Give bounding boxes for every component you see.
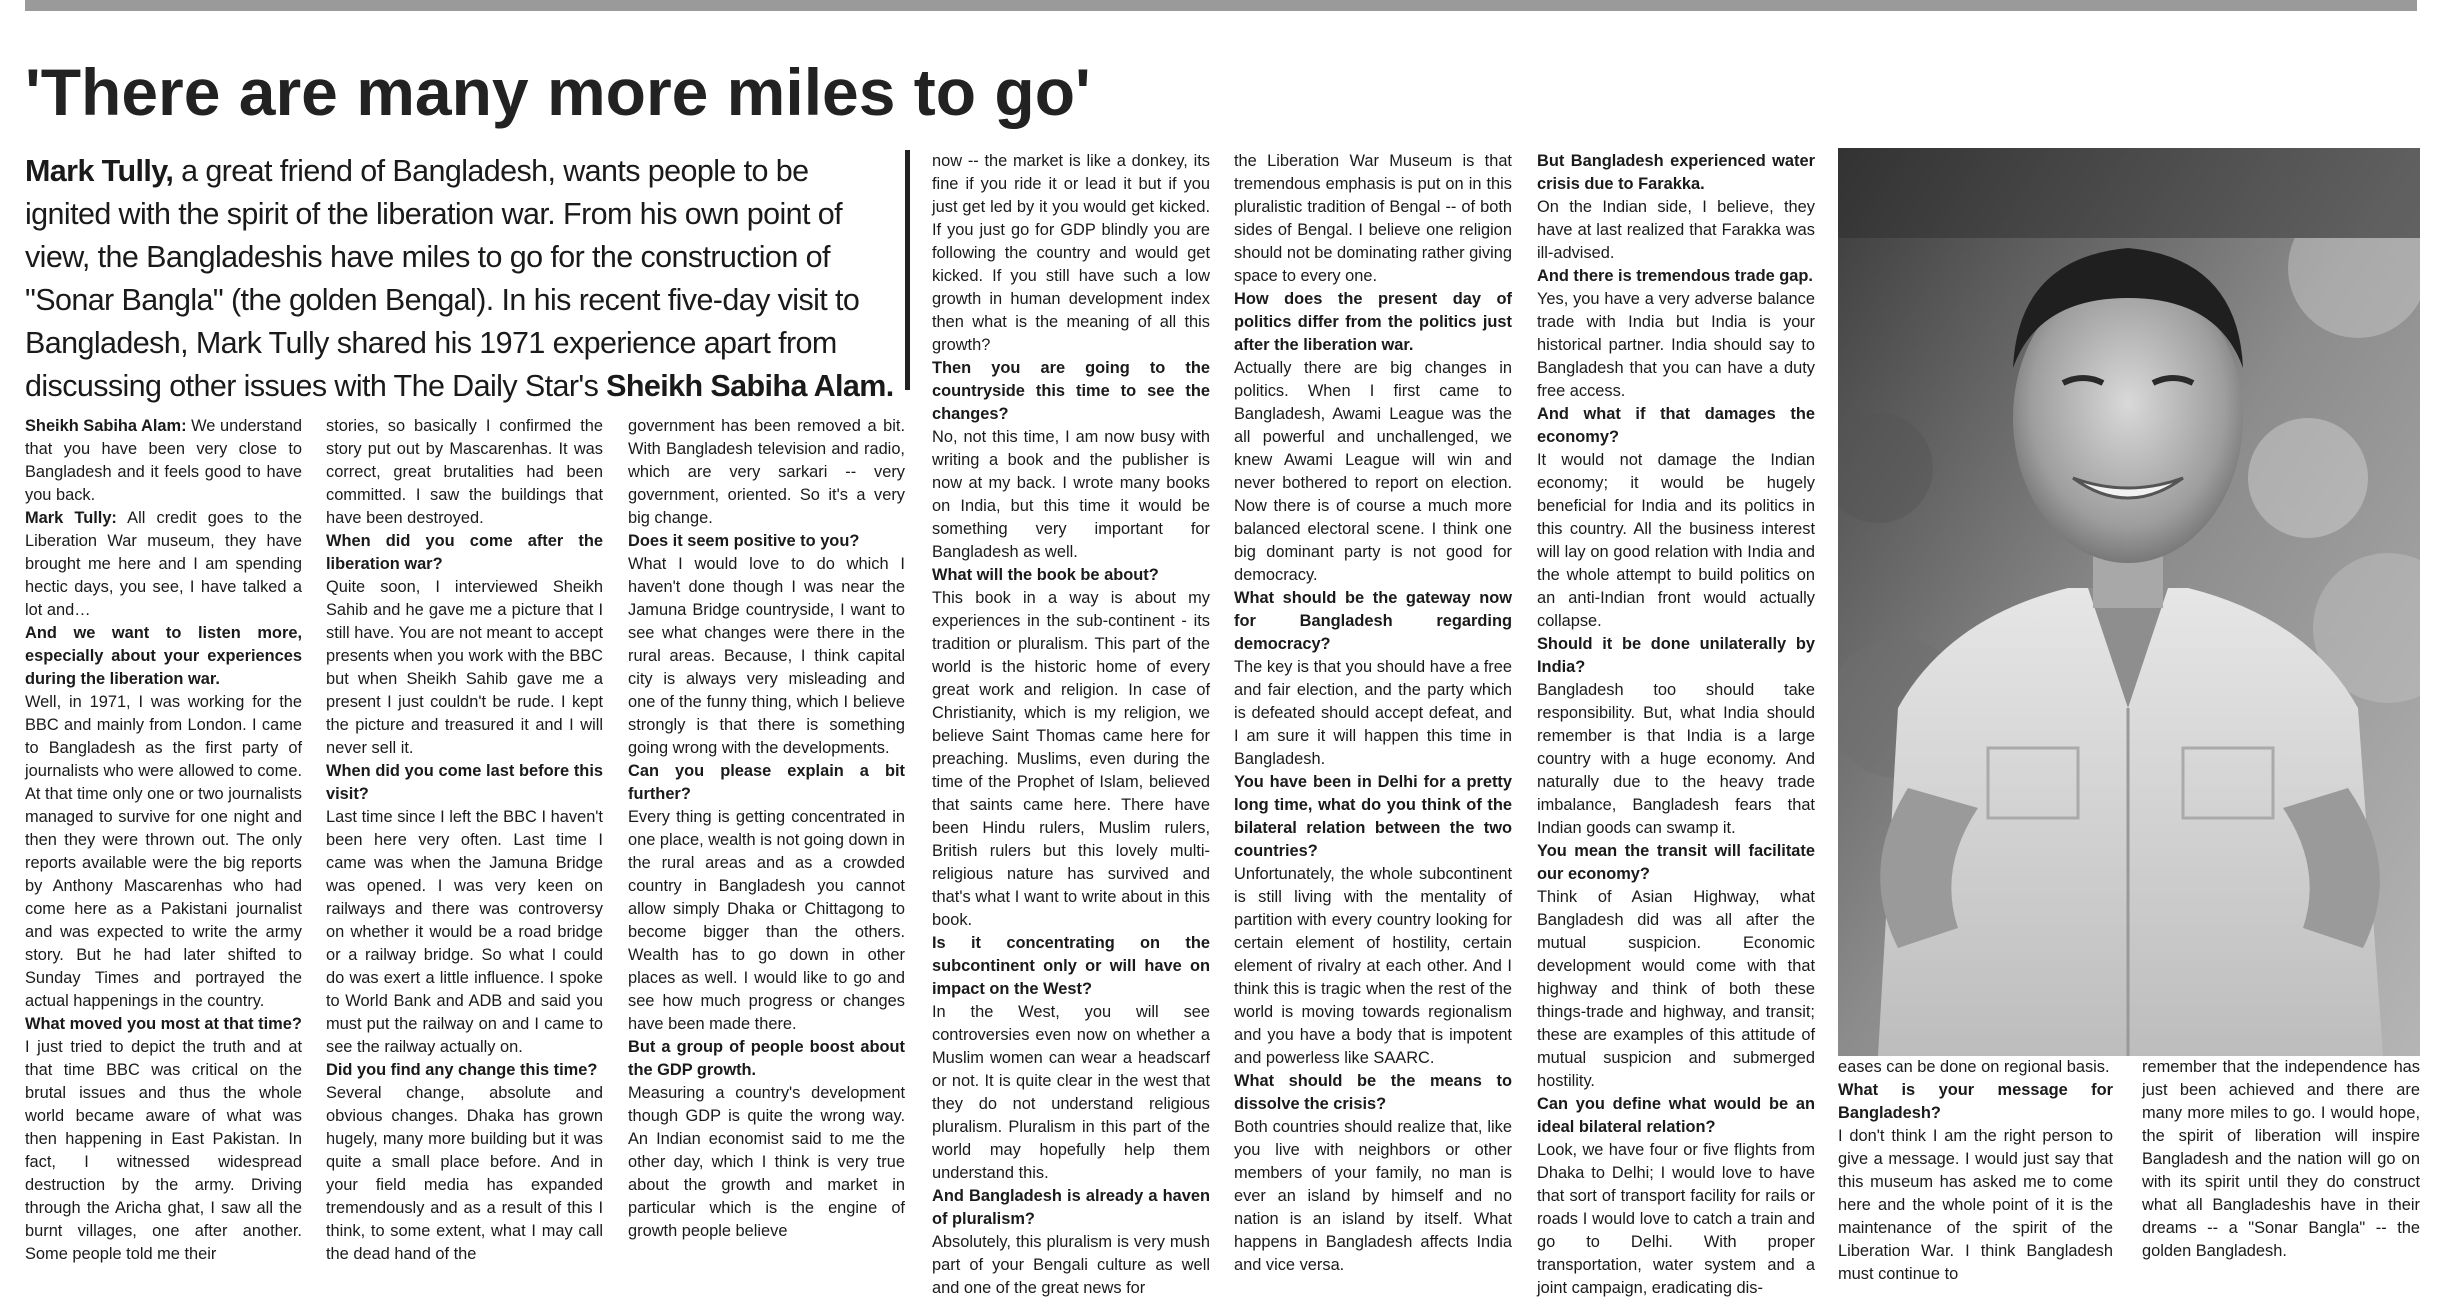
- answer-paragraph: I don't think I am the right person to give a message. I would just say that this museum has asked me to come here and the whole point of it is the maintenance of the spirit of the Liberation War. I think Bangladesh must continue to: [1838, 1127, 2113, 1283]
- answer-paragraph: Look, we have four or five flights from Dhaka to Delhi; I would love to have that sort of transport facility for rails or roads I would love to catch a train and go to Delhi. With proper transportation, water system and a joint campaign, eradicating dis-: [1537, 1141, 1815, 1297]
- answer-paragraph: It would not damage the Indian economy; it would be hugely beneficial for India and its politics in this country. All the business interest will lay on good relation with India and the whole attempt to build politics on an anti-Indian front would actually collapse.: [1537, 451, 1815, 630]
- answer-paragraph: Quite soon, I interviewed Sheikh Sahib and he gave me a picture that I still have. You are not meant to accept presents when you work with the BBC but when Sheikh Sahib gave me a present I just couldn't be rude. I kept the picture and treasured it and I will never sell it.: [326, 578, 603, 757]
- answer-paragraph: Every thing is getting concentrated in one place, wealth is not going down in the rural areas and as a crowded country in Bangladesh you cannot allow simply Dhaka or Chittagong to become bigger than the others. Wealth has to go down in other places as well. I would like to go and see how much progress or changes have been made there.: [628, 808, 906, 1033]
- question-paragraph: Does it seem positive to you?: [628, 532, 860, 550]
- answer-paragraph: stories, so basically I confirmed the story put out by Mascarenhas. It was correct, great brutalities had been committed. I saw the buildings that have been destroyed.: [326, 417, 603, 527]
- answer-paragraph: On the Indian side, I believe, they have at last realized that Farakka was ill-advised.: [1537, 198, 1815, 262]
- answer-paragraph: Absolutely, this pluralism is very mush part of your Bengali culture as well and one of the great news for: [932, 1233, 1210, 1297]
- answer-paragraph: Actually there are big changes in politics. When I first came to Bangladesh, Awami League was the all powerful and unchallenged, we knew Awami League will win and never bothered to report on election. Now there is of course a much more balanced electoral scene. I think one big dominant party is not good for democracy.: [1234, 359, 1512, 584]
- article-column-8: [2142, 1056, 2420, 1263]
- question-paragraph: Should it be done unilaterally by India?: [1537, 635, 1815, 676]
- answer-paragraph: government has been removed a bit. With Bangladesh television and radio, which are very sarkari -- very government, oriented. So it's a very big change.: [628, 417, 905, 527]
- answer-paragraph: Unfortunately, the whole subcontinent is still living with the mentality of partition with every country looking for certain element of hostility, certain element of rivalry at each other. And I think this is tragic when the rest of the world is moving towards regionalism and you have a body that is impotent and powerless like SAARC.: [1234, 865, 1512, 1067]
- question-paragraph: When did you come after the liberation war?: [326, 532, 603, 573]
- answer-paragraph: now -- the market is like a donkey, its fine if you ride it or lead it but if you just get led by it you would get kicked. If you just go for GDP blindly you are following the country and would get kicked. If you still have such a low growth in human development index then what is the meaning of all this growth?: [932, 152, 1210, 354]
- speaker-label: Mark Tully:: [25, 509, 117, 527]
- question-paragraph: And there is tremendous trade gap.: [1537, 267, 1813, 285]
- question-paragraph: Then you are going to the countryside this time to see the changes?: [932, 359, 1210, 423]
- question-paragraph: You mean the transit will facilitate our economy?: [1537, 842, 1815, 883]
- answer-paragraph: Yes, you have a very adverse balance trade with India but India is your historical partner. India should say to Bangladesh that you can have a duty free access.: [1537, 290, 1815, 400]
- answer-paragraph: Both countries should realize that, like you live with neighbors or other members of your family, no man is ever an island by himself and no nation is an island by itself. What happens in Bangladesh affects India and vice versa.: [1234, 1118, 1512, 1274]
- intro-rule: [905, 150, 910, 390]
- article-column-6: [1537, 150, 1815, 1300]
- question-paragraph: Can you please explain a bit further?: [628, 762, 905, 803]
- question-paragraph: What moved you most at that time?: [25, 1015, 302, 1033]
- question-paragraph: What is your message for Bangladesh?: [1838, 1081, 2113, 1122]
- question-paragraph: But a group of people boost about the GDP growth.: [628, 1038, 905, 1079]
- question-paragraph: But Bangladesh experienced water crisis due to Farakka.: [1537, 152, 1815, 193]
- answer-paragraph: Measuring a country's development though GDP is quite the wrong way. An Indian economist said to me the other day, which I think is very true about the growth and market in particular which is the engine of growth people believe: [628, 1084, 905, 1240]
- article-column-2: [326, 415, 603, 1266]
- question-paragraph: What should be the means to dissolve the crisis?: [1234, 1072, 1512, 1113]
- answer-paragraph: Well, in 1971, I was working for the BBC and mainly from London. I came to Bangladesh as the first party of journalists who were allowed to come. At that time only one or two journalists managed to survive for one night and then they were thrown out. The only reports available were the big reports by Anthony Mascarenhas who had come here as a Pakistani journalist and was expected to write the army story. But he had later shifted to Sunday Times and portrayed the actual happenings in the country.: [25, 693, 302, 1010]
- article-column-3: [628, 415, 905, 1243]
- question-paragraph: Is it concentrating on the subcontinent only or will have on impact on the West?: [932, 934, 1210, 998]
- intro-byline: Sheikh Sabiha Alam.: [606, 369, 894, 403]
- answer-paragraph: the Liberation War Museum is that tremendous emphasis is put on in this pluralistic tradition of Bengal -- of both sides of Bengal. I believe one religion should not be dominating rather giving space to every one.: [1234, 152, 1512, 285]
- speaker-text: All credit goes to the Liberation War museum, they have brought me here and I am spending hectic days, you see, I have talked a lot and…: [25, 509, 302, 619]
- question-paragraph: And we want to listen more, especially about your experiences during the liberation war.: [25, 624, 302, 688]
- question-paragraph: You have been in Delhi for a pretty long time, what do you think of the bilateral relation between the two countries?: [1234, 773, 1512, 860]
- article-column-4: [932, 150, 1210, 1300]
- question-paragraph: What will the book be about?: [932, 566, 1159, 584]
- answer-paragraph: What I would love to do which I haven't done though I was near the Jamuna Bridge countryside, I want to see what changes were there in the rural areas. Because, I think capital city is always very misleading and one of the funny thing, which I believe strongly is that there is something going wrong with the developments.: [628, 555, 905, 757]
- intro-name: Mark Tully,: [25, 154, 174, 188]
- question-paragraph: And what if that damages the economy?: [1537, 405, 1815, 446]
- answer-paragraph: I just tried to depict the truth and at that time BBC was critical on the brutal issues and thus the whole world became aware of what was then happening in East Pakistan. In fact, I witnessed widespread destruction by the army. Driving through the Aricha ghat, I saw all the burnt villages, one after another. Some people told me their: [25, 1038, 302, 1263]
- answer-paragraph: This book in a way is about my experiences in the sub-continent - its tradition or pluralism. This part of the world is the historic home of every great work and religion. In case of Christianity, which is my religion, we believe Saint Thomas came here for preaching. Muslims, even during the time of the Prophet of Islam, believed that saints came here. There have been Hindu rulers, Muslim rulers, British rulers but this lovely multi-religious nature has survived and that's what I want to write about in this book.: [932, 589, 1210, 929]
- answer-paragraph: In the West, you will see controversies even now on whether a Muslim women can wear a headscarf or not. It is quite clear in the west that they do not understand religious pluralism. Pluralism in this part of the world may hopefully help them understand this.: [932, 1003, 1210, 1182]
- headline: 'There are many more miles to go': [25, 55, 1091, 129]
- question-paragraph: Did you find any change this time?: [326, 1061, 598, 1079]
- question-paragraph: How does the present day of politics differ from the politics just after the liberation war.: [1234, 290, 1512, 354]
- answer-paragraph: Think of Asian Highway, what Bangladesh did was all after the mutual suspicion. Economic development would come with that highway and think of both these things-trade and highway, and transit; these are examples of this attitude of mutual suspicion and submerged hostility.: [1537, 888, 1815, 1090]
- question-paragraph: When did you come last before this visit?: [326, 762, 603, 803]
- article-column-5: [1234, 150, 1512, 1277]
- intro-paragraph: [25, 150, 900, 408]
- article-column-7: [1838, 1056, 2113, 1286]
- answer-paragraph: No, not this time, I am now busy with writing a book and the publisher is now at my back. I wrote many books on India, but this time it would be something very important for Bangladesh as well.: [932, 428, 1210, 561]
- speaker-text: We understand that you have been very close to Bangladesh and it feels good to have you back.: [25, 417, 302, 504]
- answer-paragraph: The key is that you should have a free and fair election, and the party which is defeated should accept defeat, and I am sure it will happen this time in Bangladesh.: [1234, 658, 1512, 768]
- answer-paragraph: [25, 415, 302, 507]
- answer-paragraph: Bangladesh too should take responsibility. But, what India should remember is that India is a large country with a huge economy. And naturally due to the heavy trade imbalance, Bangladesh fears that Indian goods can swamp it.: [1537, 681, 1815, 837]
- top-rule: [25, 0, 2417, 11]
- answer-paragraph: Several change, absolute and obvious changes. Dhaka has grown hugely, many more building but it was quite a small place before. And in your field media has expanded tremendously and as a result of this I think, to some extent, what I may call the dead hand of the: [326, 1084, 603, 1263]
- portrait-photo: [1838, 148, 2420, 1056]
- intro-text: a great friend of Bangladesh, wants people to be ignited with the spirit of the liberation war. From his own point of view, the Bangladeshis have miles to go for the construction of "Sonar Bangla" (the golden Bengal). In his recent five-day visit to Bangladesh, Mark Tully shared his 1971 experience apart from discussing other issues with The Daily Star's: [25, 154, 860, 403]
- answer-paragraph: eases can be done on regional basis.: [1838, 1058, 2110, 1076]
- article-column-1: [25, 415, 302, 1266]
- question-paragraph: And Bangladesh is already a haven of pluralism?: [932, 1187, 1210, 1228]
- answer-paragraph: Last time since I left the BBC I haven't been here very often. Last time I came was when the Jamuna Bridge was opened. I was very keen on railways and there was controversy on whether it would be a road bridge or a railway bridge. So what I could do was exert a little influence. I spoke to World Bank and ADB and said you must put the railway on and I came to see the railway actually on.: [326, 808, 603, 1056]
- question-paragraph: Can you define what would be an ideal bilateral relation?: [1537, 1095, 1815, 1136]
- answer-paragraph: remember that the independence has just been achieved and there are many more miles to go. I would hope, the spirit of liberation will inspire Bangladesh and the nation will go on with its spirit until they do construct what all Bangladeshis have in their dreams -- a "Sonar Bangla" -- the golden Bangladesh.: [2142, 1058, 2420, 1260]
- question-paragraph: What should be the gateway now for Bangladesh regarding democracy?: [1234, 589, 1512, 653]
- speaker-label: Sheikh Sabiha Alam:: [25, 417, 187, 435]
- answer-paragraph: [25, 507, 302, 622]
